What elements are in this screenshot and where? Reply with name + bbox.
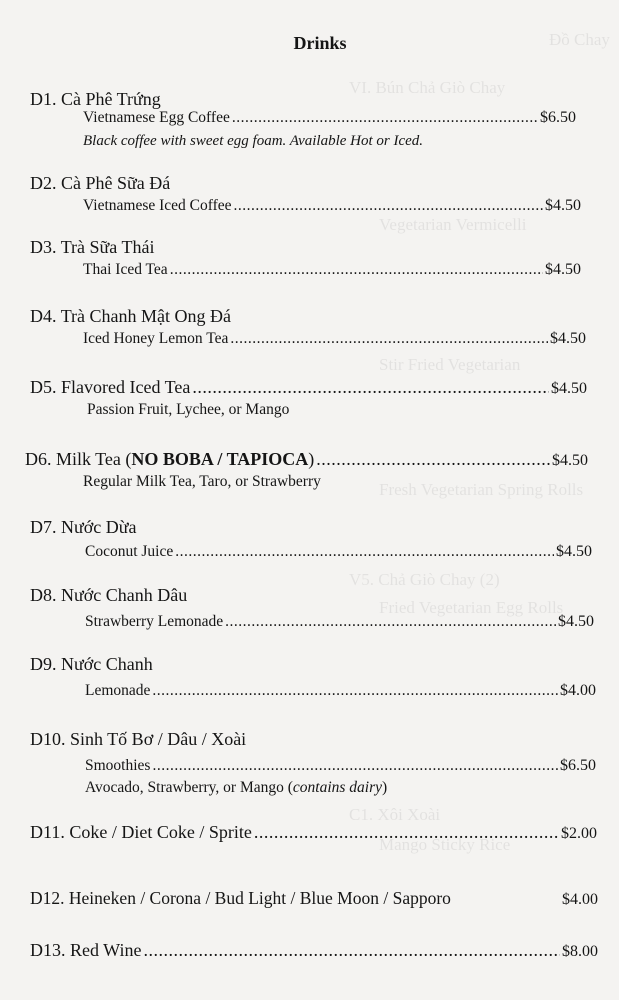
item-line: [85, 543, 592, 561]
item-price: $4.50: [545, 197, 581, 214]
item-price: $4.50: [558, 613, 594, 630]
item-name: D4. Trà Chanh Mật Ong Đá: [30, 306, 232, 326]
leader-dots: [170, 261, 543, 279]
item-name: D5. Flavored Iced Tea: [30, 377, 191, 397]
leader-dots: [225, 613, 556, 631]
item-line: [30, 822, 597, 843]
item-name: D13. Red Wine: [30, 940, 142, 960]
item-price: $4.50: [556, 543, 592, 560]
item-line: [85, 682, 596, 700]
item-name: D12. Heineken / Corona / Bud Light / Blue Moon / Sapporo: [30, 888, 451, 908]
item-subtitle: Iced Honey Lemon Tea: [83, 330, 229, 347]
section-title: Drinks: [293, 33, 347, 53]
leader-dots: [316, 449, 550, 470]
item-price: $4.00: [560, 682, 596, 699]
leader-dots: [232, 109, 538, 127]
item-name: D2. Cà Phê Sữa Đá: [30, 173, 171, 193]
leader-dots: [152, 757, 558, 775]
item-name: D3. Trà Sữa Thái: [30, 237, 155, 257]
item-price: $2.00: [561, 825, 597, 842]
item-price: $4.00: [562, 891, 598, 908]
leader-dots: [192, 377, 549, 398]
item-price: $6.50: [540, 109, 576, 126]
item-line: [30, 377, 587, 398]
item-line: [30, 940, 598, 961]
item-name: D9. Nước Chanh: [30, 654, 153, 674]
item-price: $4.50: [552, 452, 588, 469]
item-line: [83, 197, 581, 215]
item-subtitle: Lemonade: [85, 682, 151, 699]
item-name: D10. Sinh Tố Bơ / Dâu / Xoài: [30, 729, 247, 749]
item-name-bold: NO BOBA / TAPIOCA: [131, 449, 309, 469]
item-subtitle: Coconut Juice: [85, 543, 174, 560]
item-name: D7. Nước Dừa: [30, 517, 137, 537]
item-subtitle: Vietnamese Egg Coffee: [83, 109, 230, 126]
item-line: [25, 449, 588, 470]
item-name: D1. Cà Phê Trứng: [30, 89, 161, 109]
leader-dots: [143, 940, 560, 961]
item-price: $6.50: [560, 757, 596, 774]
leader-dots: [234, 197, 543, 215]
item-subtitle: Thai Iced Tea: [83, 261, 168, 278]
leader-dots: [175, 543, 554, 561]
item-name: D8. Nước Chanh Dâu: [30, 585, 188, 605]
item-price: $4.50: [551, 380, 587, 397]
item-subtitle: Smoothies: [85, 757, 151, 774]
item-subtitle: Vietnamese Iced Coffee: [83, 197, 232, 214]
item-line: [85, 757, 596, 775]
item-line: [83, 109, 576, 127]
leader-dots: [230, 330, 548, 348]
item-price: $8.00: [562, 943, 598, 960]
item-line: [83, 330, 586, 348]
item-options: Regular Milk Tea, Taro, or Strawberry: [83, 473, 321, 490]
leader-dots: [254, 822, 559, 843]
leader-dots: [152, 682, 558, 700]
item-line: [83, 261, 581, 279]
item-line: [85, 613, 594, 631]
item-price: $4.50: [550, 330, 586, 347]
item-options: Avocado, Strawberry, or Mango (contains dairy): [85, 779, 388, 796]
bleed-through-text: Đồ Chay VI. Bún Chả Giò Chay Vegetarian Vermicelli Stir Fried Vegetarian Fresh Vegetarian Spring Rolls V5. Chả Giò Chay (2) Fried Vegetarian Egg Rolls C1. Xôi Xoài Mango Sticky Rice: [349, 30, 610, 854]
item-name: D11. Coke / Diet Coke / Sprite: [30, 822, 252, 842]
item-subtitle: Strawberry Lemonade: [85, 613, 224, 630]
item-description: Black coffee with sweet egg foam. Available Hot or Iced.: [83, 133, 424, 149]
item-name: D6. Milk Tea (NO BOBA / TAPIOCA): [25, 449, 315, 469]
item-price: $4.50: [545, 261, 581, 278]
item-options: Passion Fruit, Lychee, or Mango: [87, 401, 290, 418]
dairy-note: contains dairy: [292, 779, 383, 796]
item-line: [30, 888, 598, 909]
